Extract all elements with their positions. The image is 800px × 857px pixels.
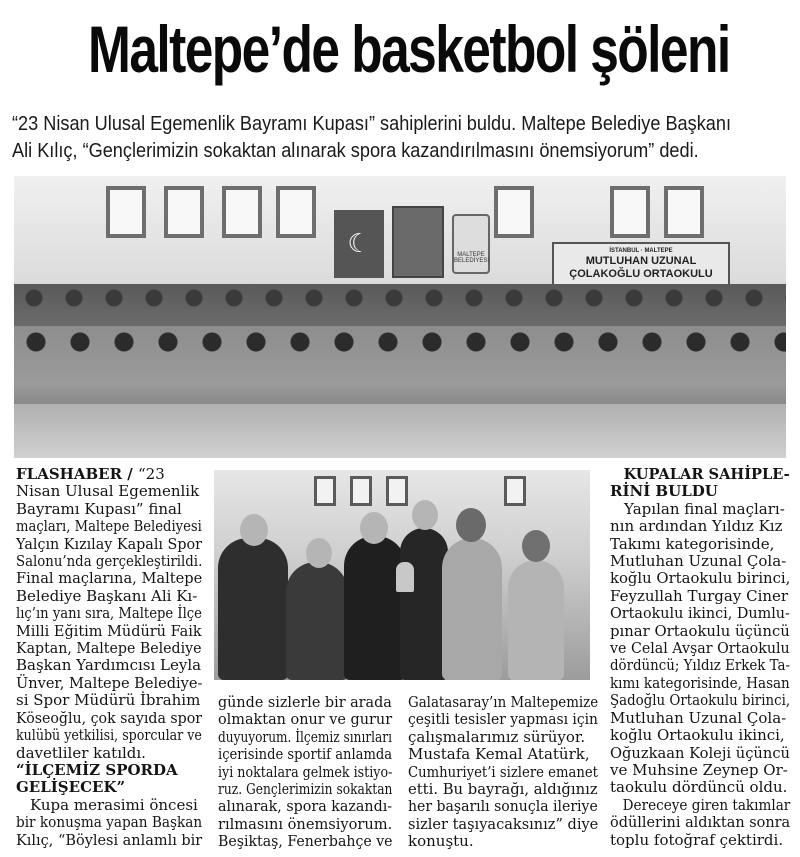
municipality-seal: MALTEPE BELEDİYESİ xyxy=(452,214,490,274)
person-head xyxy=(456,508,486,542)
col1-line: Salonu’nda gerçekleştirildi. xyxy=(16,552,203,571)
col4-line: Mutluhan Uzunal Çola- xyxy=(610,552,787,571)
col4-line: Takımı kategorisinde, xyxy=(610,534,775,553)
headline: Maltepe’de basketbol şöleni xyxy=(88,12,730,86)
col1-line: Ünver, Maltepe Belediye- xyxy=(16,673,203,692)
col3-line: çalışmalarımız sürüyor. xyxy=(408,727,586,746)
col4-line: ve Celal Avşar Ortaokulu xyxy=(610,639,790,658)
col1-line: lıç’ın yanı sıra, Maltepe İlçe xyxy=(16,604,202,623)
col4-line: nın ardından Yıldız Kız xyxy=(610,517,783,536)
window xyxy=(314,476,336,506)
window xyxy=(350,476,372,506)
col4-line: koğlu Ortaokulu birinci, xyxy=(610,569,791,588)
col1-line: si Spor Müdürü İbrahim xyxy=(16,691,201,710)
col3-line: Cumhuriyet’i sizlere emanet xyxy=(408,762,598,781)
window xyxy=(610,186,650,238)
deck xyxy=(12,110,792,164)
window xyxy=(494,186,534,238)
banner-line-1: İSTANBUL · MALTEPE xyxy=(609,248,673,254)
deck-line-2: Ali Kılıç, “Gençlerimizin sokaktan alınarak spora kazandırılmasını önemsiyorum” dedi. xyxy=(12,139,699,162)
col2-line: rılmasını önemsiyorum. xyxy=(218,814,393,833)
col1-line: kulübü yetkilisi, sporcular ve xyxy=(16,726,202,745)
turkish-flag-icon: ☾ xyxy=(334,210,384,278)
col4-line: dördüncü; Yıldız Erkek Ta- xyxy=(610,656,790,675)
col3-line: Galatasaray’ın Maltepemize xyxy=(408,693,599,711)
col1-line: Başkan Yardımcısı Leyla xyxy=(16,656,202,675)
col1-subhead: GELİŞECEK” xyxy=(16,778,126,797)
col4-line: pınar Ortaokulu üçüncü xyxy=(610,621,790,640)
person-head xyxy=(360,512,388,544)
ceremony-photo xyxy=(214,470,590,680)
col2-line: duyuyorum. İlçemiz sınırları xyxy=(218,727,392,746)
col1-line: bir konuşma yapan Başkan xyxy=(16,813,203,832)
window xyxy=(386,476,408,506)
col1-line: Kaptan, Maltepe Belediye xyxy=(16,639,202,658)
school-banner xyxy=(552,242,730,286)
col4-line: Yapılan final maçları- xyxy=(624,499,785,518)
article-column-4 xyxy=(610,466,790,849)
article-column-1 xyxy=(16,466,202,849)
col3-line: çeşitli tesisler yapması için xyxy=(408,710,598,729)
col3-line: her başarılı sonuçla ileriye xyxy=(408,797,598,816)
col4-line: taokulu dördüncü oldu. xyxy=(610,778,788,797)
window xyxy=(664,186,704,238)
col1-line: davetliler katıldı. xyxy=(16,743,146,762)
trophy-icon xyxy=(396,562,414,592)
col1-line: Final maçlarına, Maltepe xyxy=(16,569,203,588)
window xyxy=(504,476,526,506)
col4-subhead: RİNİ BULDU xyxy=(610,482,718,501)
banner-line-2: MUTLUHAN UZUNAL xyxy=(585,255,697,267)
col4-line: Ortaokulu ikinci, Dumlu- xyxy=(610,604,790,623)
col4-line: Feyzullah Turgay Ciner xyxy=(610,586,789,605)
person-official xyxy=(400,528,448,680)
col2-line: olmaktan onur ve gurur xyxy=(218,710,393,729)
dateline: FLASHABER / xyxy=(16,465,138,483)
col1-text: “23 xyxy=(137,465,165,483)
person-head xyxy=(306,538,332,568)
col4-line: koğlu Ortaokulu ikinci, xyxy=(610,726,785,745)
window xyxy=(106,186,146,238)
col1-line: maçları, Maltepe Belediyesi xyxy=(16,517,202,536)
col4-line: ödüllerini aldıktan sonra xyxy=(610,813,791,832)
main-photo xyxy=(14,176,786,458)
window xyxy=(222,186,262,238)
col3-line: etti. Bu bayrağı, aldığınız xyxy=(408,780,598,799)
col1-line: Yalçın Kızılay Kapalı Spor xyxy=(16,534,202,553)
col4-line: Mutluhan Uzunal Çola- xyxy=(610,708,787,727)
col2-line: Beşiktaş, Fenerbahçe ve xyxy=(218,832,393,851)
person-head xyxy=(522,530,550,562)
banner-line-3: ÇOLAKOĞLU ORTAOKULU xyxy=(569,268,713,280)
col1-line: Bayramı Kupası” final xyxy=(16,499,182,518)
player xyxy=(508,560,564,680)
col2-line: günde sizlerle bir arada xyxy=(218,693,392,711)
col1-line: Kılıç, “Böylesi anlamlı bir xyxy=(16,830,203,849)
person-official xyxy=(218,538,288,680)
col2-line: ruz. Gençlerimizin sokaktan xyxy=(218,780,393,799)
col1-subhead: “İLÇEMİZ SPORDA xyxy=(16,760,178,779)
court-floor xyxy=(14,404,786,458)
col1-line: Köseoğlu, çok sayıda spor xyxy=(16,708,203,727)
ataturk-portrait xyxy=(392,206,444,278)
col1-line: Kupa merasimi öncesi xyxy=(30,795,198,814)
col4-line: kımı kategorisinde, Hasan xyxy=(610,673,790,692)
col1-line: Nisan Ulusal Egemenlik xyxy=(16,482,200,501)
col4-line: Oğuzkaan Koleji üçüncü xyxy=(610,743,790,762)
col1-line xyxy=(16,466,202,483)
article-column-2 xyxy=(218,694,392,851)
col4-line: Şadoğlu Ortaokulu birinci, xyxy=(610,691,791,710)
col4-line: Dereceye giren takımlar xyxy=(622,795,791,814)
col4-line: toplu fotoğraf çektirdi. xyxy=(610,830,784,849)
person-head xyxy=(412,500,438,530)
col4-line: ve Muhsine Zeynep Or- xyxy=(610,760,788,779)
window xyxy=(164,186,204,238)
col3-line: sizler taşıyacaksınız” diye xyxy=(408,814,599,833)
col3-line: Mustafa Kemal Atatürk, xyxy=(408,745,590,764)
col4-subhead: KUPALAR SAHİPLE- xyxy=(623,465,790,483)
article-column-3 xyxy=(408,694,598,851)
person-mayor xyxy=(344,536,406,680)
person-official xyxy=(286,562,348,680)
col2-line: içerisinde sportif anlamda xyxy=(218,745,393,764)
col3-line: konuştu. xyxy=(408,832,474,851)
player xyxy=(442,538,502,680)
deck-line-1: “23 Nisan Ulusal Egemenlik Bayramı Kupası” sahiplerini buldu. Maltepe Belediye Başkanı xyxy=(12,112,732,135)
window xyxy=(276,186,316,238)
col1-line: Milli Eğitim Müdürü Faik xyxy=(16,621,202,640)
col2-line: iyi noktalara gelmek istiyo- xyxy=(218,762,393,781)
col1-line: Belediye Başkanı Ali Kı- xyxy=(16,586,198,605)
col2-line: alınarak, spora kazandı- xyxy=(218,797,393,816)
person-head xyxy=(240,514,268,546)
